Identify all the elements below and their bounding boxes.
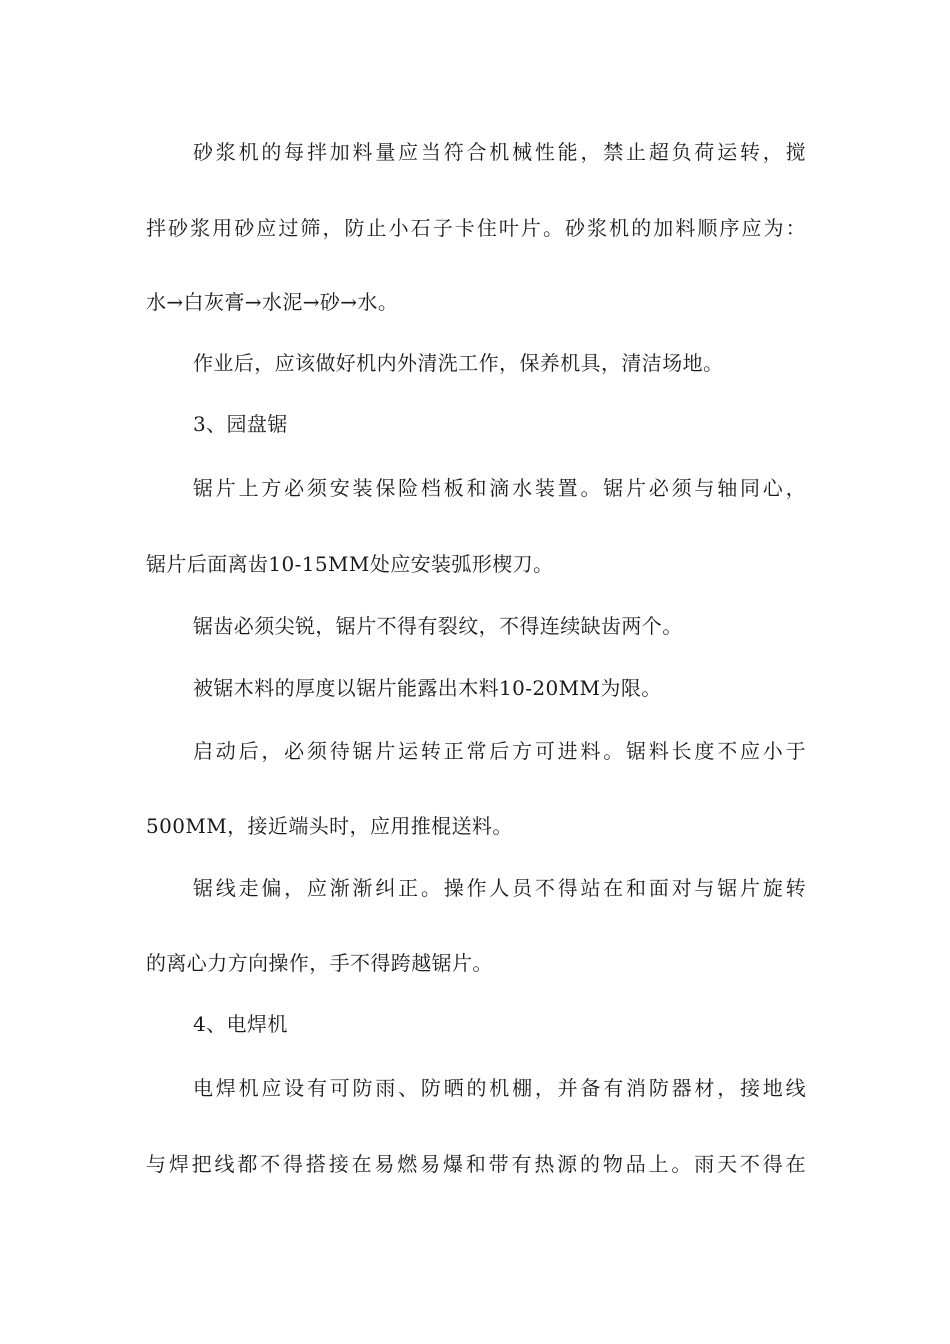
paragraph-line: 启动后，必须待锯片运转正常后方可进料。锯料长度不应小于	[193, 739, 806, 763]
paragraph-line: 被锯木料的厚度以锯片能露出木料10-20MM为限。	[193, 676, 662, 700]
section-heading: 3、园盘锯	[193, 412, 288, 436]
section-heading: 4、电焊机	[193, 1012, 288, 1036]
paragraph-line: 与焊把线都不得搭接在易燃易爆和带有热源的物品上。雨天不得在	[146, 1152, 806, 1176]
paragraph-line: 锯线走偏，应渐渐纠正。操作人员不得站在和面对与锯片旋转	[193, 876, 806, 900]
paragraph-line: 拌砂浆用砂应过筛，防止小石子卡住叶片。砂浆机的加料顺序应为：	[146, 216, 806, 240]
paragraph-line: 砂浆机的每拌加料量应当符合机械性能，禁止超负荷运转，搅	[193, 140, 806, 164]
paragraph-line: 电焊机应设有可防雨、防晒的机棚，并备有消防器材，接地线	[193, 1076, 806, 1100]
paragraph-line: 作业后，应该做好机内外清洗工作，保养机具，清洁场地。	[193, 351, 724, 375]
paragraph-line: 锯片后面离齿10-15MM处应安装弧形楔刀。	[146, 552, 554, 576]
paragraph-line: 水→白灰膏→水泥→砂→水。	[146, 290, 399, 314]
paragraph-line: 的离心力方向操作，手不得跨越锯片。	[146, 951, 493, 975]
paragraph-line: 锯片上方必须安装保险档板和滴水装置。锯片必须与轴同心，	[193, 476, 806, 500]
paragraph-line: 锯齿必须尖锐，锯片不得有裂纹，不得连续缺齿两个。	[193, 614, 683, 638]
paragraph-line: 500MM，接近端头时，应用推棍送料。	[146, 814, 513, 838]
